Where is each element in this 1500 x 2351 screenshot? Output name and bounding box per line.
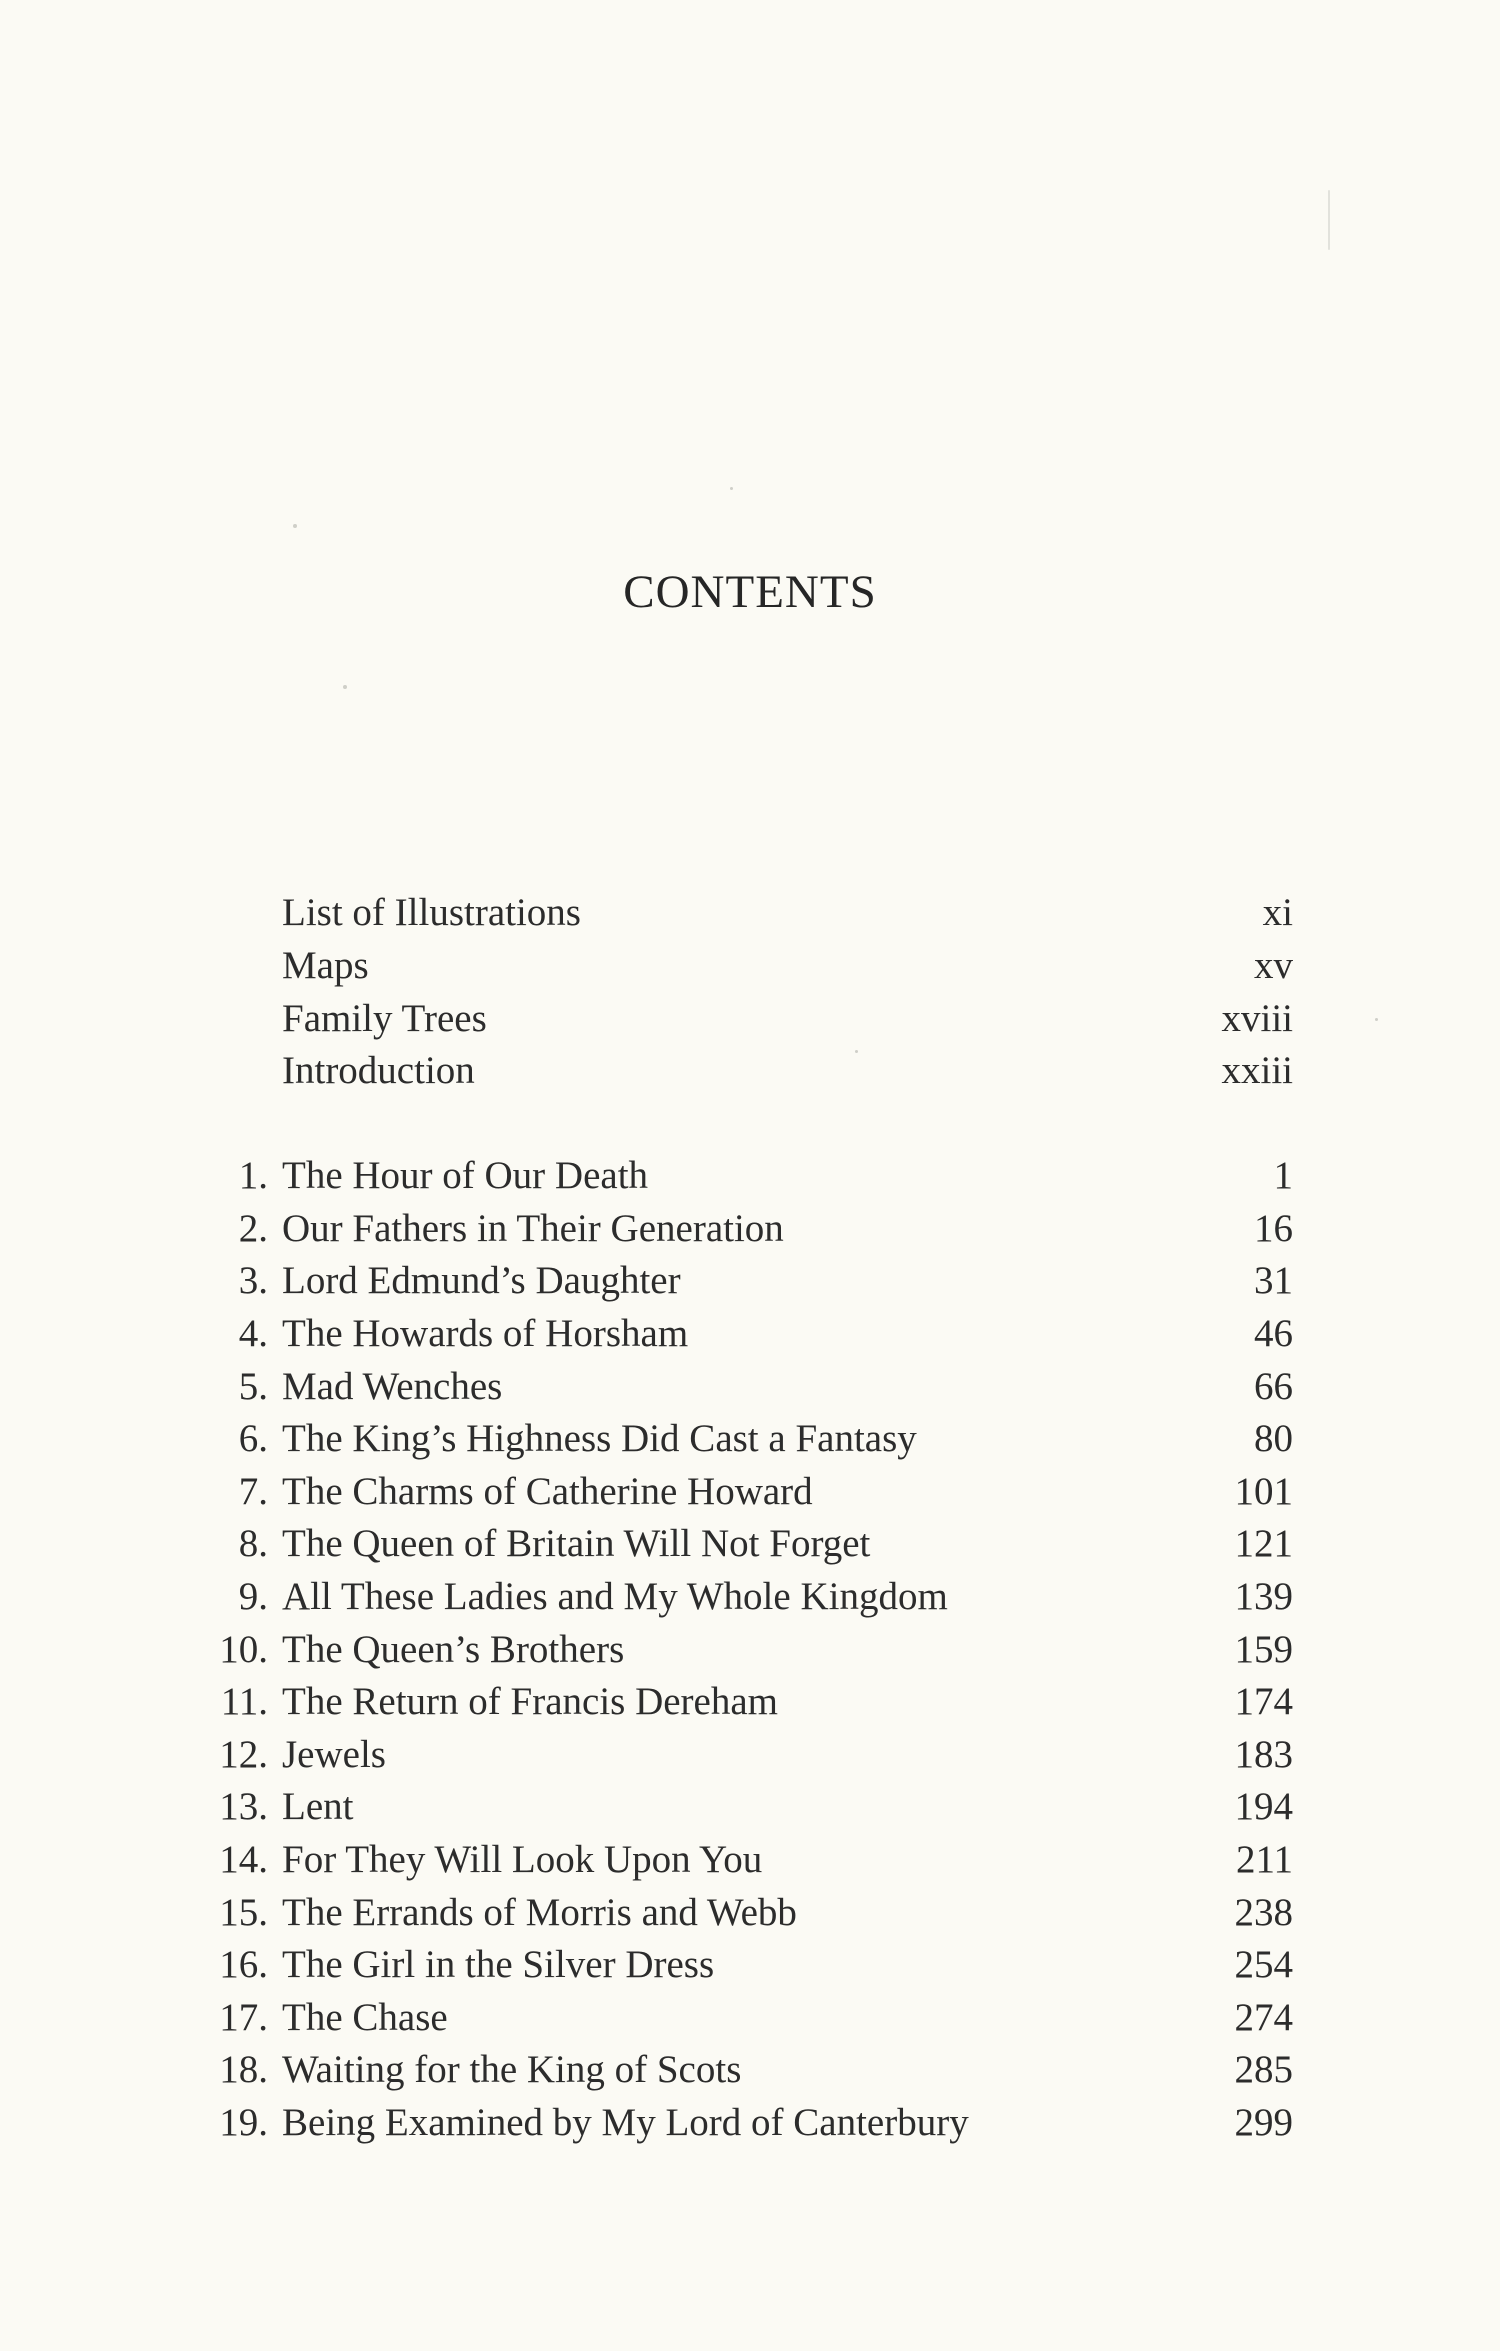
chapter-number: 6. (238, 1417, 268, 1460)
chapter-title: Being Examined by My Lord of Canterbury (282, 2101, 969, 2144)
paper-speck (1328, 190, 1330, 250)
chapter-entry (0, 1886, 1500, 1939)
chapter-page: 194 (1234, 1785, 1293, 1828)
chapter-number: 9. (238, 1575, 268, 1618)
chapter-entry (0, 1938, 1500, 1991)
chapter-page: 299 (1234, 2101, 1293, 2144)
chapter-title: Mad Wenches (282, 1365, 503, 1408)
chapter-number: 16. (219, 1943, 268, 1986)
chapter-entry (0, 1360, 1500, 1413)
chapter-page: 274 (1234, 1996, 1293, 2039)
chapter-page: 16 (1254, 1207, 1293, 1250)
chapter-number: 19. (219, 2101, 268, 2144)
chapter-entry (0, 1623, 1500, 1676)
chapter-title: The Girl in the Silver Dress (282, 1943, 715, 1986)
chapter-number: 4. (238, 1312, 268, 1355)
entry-page: xi (1262, 891, 1293, 934)
chapter-title: The Hour of Our Death (282, 1154, 649, 1197)
chapter-entry (0, 1254, 1500, 1307)
chapter-entry (0, 1465, 1500, 1518)
chapter-title: Jewels (282, 1733, 386, 1776)
chapter-entry (0, 1149, 1500, 1202)
chapter-title: The Queen of Britain Will Not Forget (282, 1522, 871, 1565)
chapter-page: 254 (1234, 1943, 1293, 1986)
page-title: CONTENTS (623, 566, 877, 618)
chapter-title: Waiting for the King of Scots (282, 2048, 742, 2091)
entry-title: Maps (282, 944, 369, 987)
entry-page: xxiii (1221, 1049, 1293, 1092)
chapter-entry (0, 1570, 1500, 1623)
entry-title: Introduction (282, 1049, 475, 1092)
paper-speck (293, 524, 297, 528)
chapter-page: 183 (1234, 1733, 1293, 1776)
chapter-number: 15. (219, 1891, 268, 1934)
chapter-number: 3. (238, 1259, 268, 1302)
toc-entry (0, 992, 1500, 1045)
toc-entry (0, 1044, 1500, 1097)
chapter-entry (0, 1202, 1500, 1255)
chapter-page: 1 (1273, 1154, 1293, 1197)
chapter-number: 13. (219, 1785, 268, 1828)
chapter-title: The Charms of Catherine Howard (282, 1470, 813, 1513)
chapter-entry (0, 1517, 1500, 1570)
chapter-title: All These Ladies and My Whole Kingdom (282, 1575, 948, 1618)
chapter-title: Lent (282, 1785, 354, 1828)
chapter-number: 7. (238, 1470, 268, 1513)
chapter-page: 31 (1254, 1259, 1293, 1302)
chapter-page: 46 (1254, 1312, 1293, 1355)
chapter-title: The Errands of Morris and Webb (282, 1891, 797, 1934)
chapter-page: 101 (1234, 1470, 1293, 1513)
chapter-page: 211 (1235, 1838, 1293, 1881)
entry-page: xviii (1221, 997, 1293, 1040)
chapter-number: 2. (238, 1207, 268, 1250)
chapter-page: 285 (1234, 2048, 1293, 2091)
chapter-number: 12. (219, 1733, 268, 1776)
entry-title: Family Trees (282, 997, 487, 1040)
chapter-entry (0, 1991, 1500, 2044)
chapter-entry (0, 1307, 1500, 1360)
chapter-entry (0, 2096, 1500, 2149)
chapter-number: 11. (220, 1680, 268, 1723)
paper-speck (730, 487, 733, 490)
chapter-number: 10. (219, 1628, 268, 1671)
chapter-number: 18. (219, 2048, 268, 2091)
chapter-number: 1. (238, 1154, 268, 1197)
chapter-entry (0, 1833, 1500, 1886)
chapter-entry (0, 1412, 1500, 1465)
chapter-title: Our Fathers in Their Generation (282, 1207, 784, 1250)
chapter-entry (0, 1728, 1500, 1781)
chapter-title: For They Will Look Upon You (282, 1838, 763, 1881)
chapter-page: 139 (1234, 1575, 1293, 1618)
chapter-entry (0, 2043, 1500, 2096)
chapter-page: 238 (1234, 1891, 1293, 1934)
chapter-title: The Return of Francis Dereham (282, 1680, 778, 1723)
chapter-entry (0, 1780, 1500, 1833)
chapter-title: The Howards of Horsham (282, 1312, 689, 1355)
chapter-number: 5. (238, 1365, 268, 1408)
chapter-page: 121 (1234, 1522, 1293, 1565)
chapter-number: 8. (238, 1522, 268, 1565)
chapter-page: 66 (1254, 1365, 1293, 1408)
chapter-page: 80 (1254, 1417, 1293, 1460)
chapter-page: 159 (1234, 1628, 1293, 1671)
chapter-title: The Chase (282, 1996, 448, 2039)
chapter-page: 174 (1234, 1680, 1293, 1723)
chapter-number: 14. (219, 1838, 268, 1881)
chapter-entry (0, 1675, 1500, 1728)
toc-entry (0, 939, 1500, 992)
entry-title: List of Illustrations (282, 891, 581, 934)
chapter-title: Lord Edmund’s Daughter (282, 1259, 681, 1302)
chapter-number: 17. (219, 1996, 268, 2039)
chapter-title: The Queen’s Brothers (282, 1628, 625, 1671)
chapter-title: The King’s Highness Did Cast a Fantasy (282, 1417, 917, 1460)
entry-page: xv (1254, 944, 1293, 987)
toc-entry (0, 886, 1500, 939)
paper-speck (343, 685, 347, 689)
